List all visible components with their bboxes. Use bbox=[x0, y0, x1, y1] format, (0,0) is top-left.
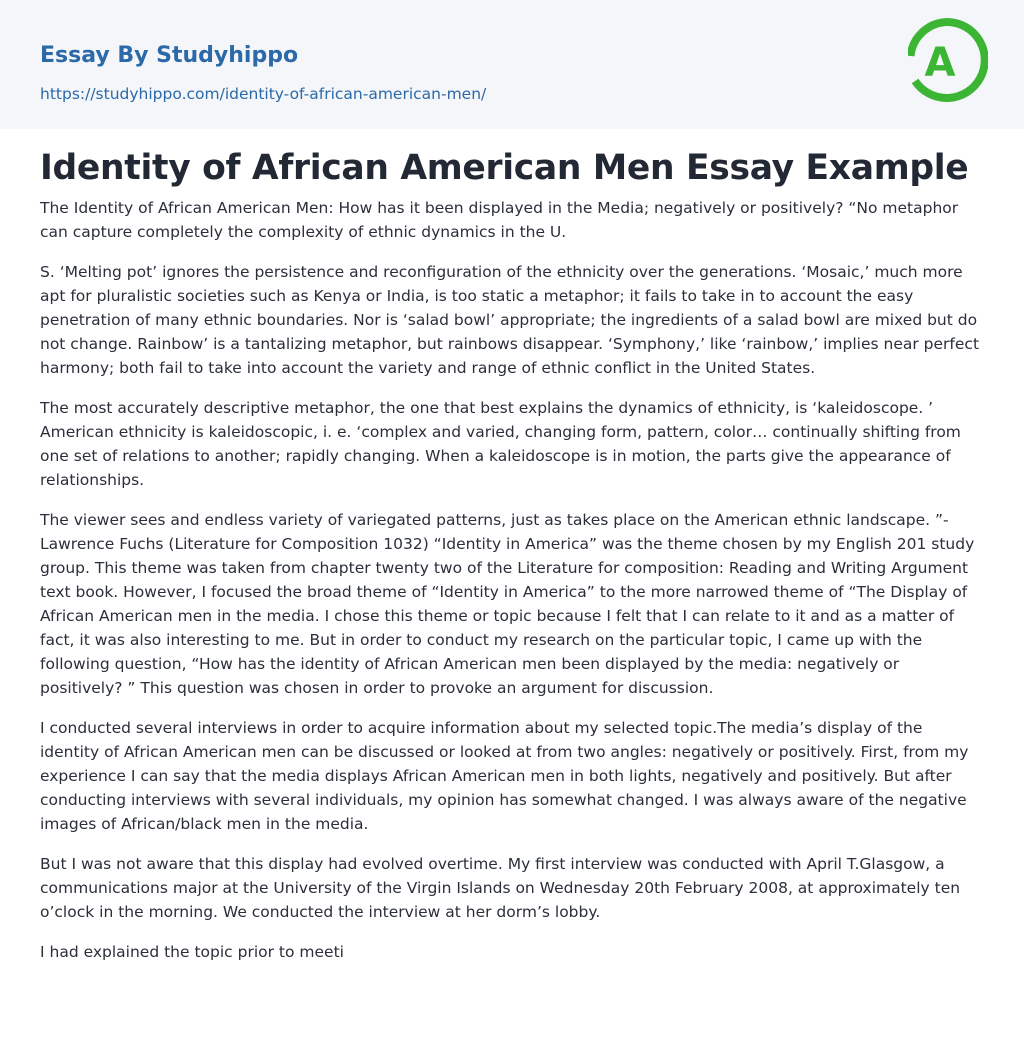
studyhippo-logo-icon[interactable] bbox=[908, 18, 988, 106]
essay-paragraph: S. ‘Melting pot’ ignores the persistence and reconfiguration of the ethnicity over the generations. ‘Mosaic,’ much more apt for pluralistic societies such as Kenya or India, is too static a metaphor; it fails to take in to account the easy penetration of many ethnic boundaries. Nor is ‘salad bowl’ appropriate; the ingredients of a salad bowl are mixed but do not change. Rainbow’ is a tantalizing metaphor, but rainbows disappear. ‘Symphony,’ like ‘rainbow,’ implies near perfect harmony; both fail to take into account the variety and range of ethnic conflict in the United States. bbox=[40, 263, 980, 377]
essay-title: Identity of African American Men Essay Example bbox=[40, 148, 969, 188]
essay-paragraph: I conducted several interviews in order to acquire information about my selected topic.The media’s display of the identity of African American men can be discussed or looked at from two angles: negatively or positively. First, from my experience I can say that the media displays African American men in both lights, negatively and positively. But after conducting interviews with several individuals, my opinion has somewhat changed. I was always aware of the negative images of African/black men in the media. bbox=[40, 719, 969, 833]
essay-paragraph: The Identity of African American Men: How has it been displayed in the Media; negatively or positively? “No metaphor can capture completely the complexity of ethnic dynamics in the U. bbox=[40, 199, 959, 241]
essay-paragraph: The most accurately descriptive metaphor, the one that best explains the dynamics of ethnicity, is ‘kaleidoscope. ’ American ethnicity is kaleidoscopic, i. e. ‘complex and varied, changing form, pattern, color… continually shifting from one set of relations to another; rapidly changing. When a kaleidoscope is in motion, the parts give the appearance of relationships. bbox=[40, 399, 961, 489]
essay-paragraph-truncated: I had explained the topic prior to meeti bbox=[40, 943, 344, 961]
site-header bbox=[0, 0, 1024, 129]
essay-content bbox=[40, 142, 984, 980]
essay-paragraph: But I was not aware that this display had evolved overtime. My first interview was conducted with April T.Glasgow, a communications major at the University of the Virgin Islands on Wednesday 20th February 2008, at approximately ten o’clock in the morning. We conducted the interview at her dorm’s lobby. bbox=[40, 855, 961, 921]
site-brand[interactable]: Essay By Studyhippo bbox=[40, 43, 299, 68]
essay-url-link[interactable]: https://studyhippo.com/identity-of-african-american-men/ bbox=[40, 85, 487, 103]
essay-paragraph: The viewer sees and endless variety of variegated patterns, just as takes place on the American ethnic landscape. ”- Lawrence Fuchs (Literature for Composition 1032) “Identity in America” was the theme chosen by my English 201 study group. This theme was taken from chapter twenty two of the Literature for composition: Reading and Writing Argument text book. However, I focused the broad theme of “Identity in America” to the more narrowed theme of “The Display of African American men in the media. I chose this theme or topic because I felt that I can relate to it and as a matter of fact, it was also interesting to me. But in order to conduct my research on the particular topic, I came up with the following question, “How has the identity of African American men been displayed by the media: negatively or positively? ” This question was chosen in order to provoke an argument for discussion. bbox=[40, 511, 975, 697]
logo-letter: A bbox=[924, 40, 956, 86]
